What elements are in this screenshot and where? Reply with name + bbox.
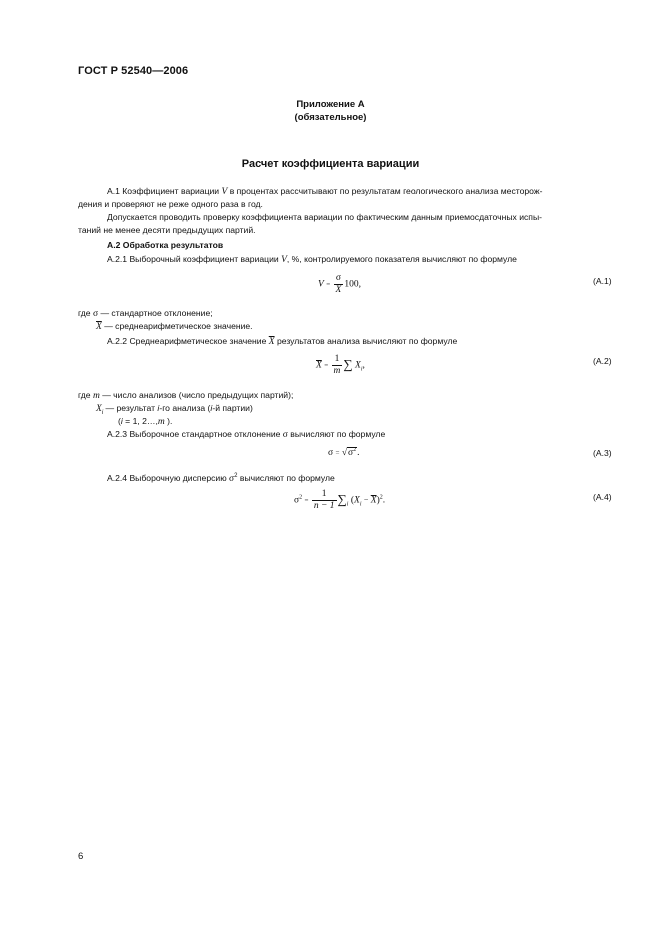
a22-text: А.2.2 Среднеарифметическое значение $\overline{X}$ результатов анализа вычисляют по формуле bbox=[107, 336, 458, 347]
a21-text: А.2.1 Выборочный коэффициент вариации V, %, контролируемого показателя вычисляют по формуле bbox=[107, 254, 517, 265]
a23-text: А.2.3 Выборочное стандартное отклонение σ вычисляют по формуле bbox=[107, 429, 386, 440]
formula-a1: V = $\frac{\sigma}{X}$ 100, bbox=[318, 273, 361, 295]
a2-heading: А.2 Обработка результатов bbox=[107, 240, 224, 250]
page-number: 6 bbox=[78, 851, 84, 862]
appendix-block bbox=[0, 98, 661, 124]
a1-line3: Допускается проводить проверку коэффициента вариации по фактическим данным приемосдаточных испы- bbox=[107, 212, 542, 222]
a21-where2: $\overline{X}$ — среднеарифметическое значение. bbox=[96, 321, 253, 332]
a21-where1: где σ — стандартное отклонение; bbox=[78, 308, 213, 319]
eqno-a4: (А.4) bbox=[593, 492, 612, 502]
formula-a3: $\sigma = √\sigma^2$. bbox=[328, 447, 360, 458]
a22-range: (i = 1, 2…,m ). bbox=[118, 416, 173, 427]
eqno-a2: (А.2) bbox=[593, 356, 612, 366]
section-title: Расчет коэффициента вариации bbox=[241, 158, 420, 170]
document-header: ГОСТ Р 52540—2006 bbox=[78, 65, 189, 77]
eqno-a1: (А.1) bbox=[593, 276, 612, 286]
a1-line1: А.1 Коэффициент вариации V в процентах рассчитывают по результатам геологического анализа месторож- bbox=[107, 186, 543, 197]
appendix-status: (обязательное) bbox=[294, 112, 367, 123]
appendix-label: Приложение А bbox=[296, 99, 365, 110]
eqno-a3: (А.3) bbox=[593, 448, 612, 458]
a24-text: А.2.4 Выборочную дисперсию $\sigma^2$ вычисляют по формуле bbox=[107, 473, 335, 484]
a1-line4: таний не менее десяти предыдущих партий. bbox=[78, 225, 256, 235]
formula-a2: $\overline{X}$ = $\frac{1}{m}$ ∑ $X_i$, bbox=[316, 354, 365, 376]
a1-line2: дения и проверяют не реже одного раза в год. bbox=[78, 199, 263, 209]
formula-a4: $\sigma^2$ = $\frac{1}{n - 1}$ $\sum_i$ $(X_i - \overline{X})^2$. bbox=[294, 489, 386, 511]
a22-where1: где m — число анализов (число предыдущих партий); bbox=[78, 390, 294, 401]
a22-where2: $X_i$ — результат i-го анализа (i-й партии) bbox=[96, 403, 253, 416]
